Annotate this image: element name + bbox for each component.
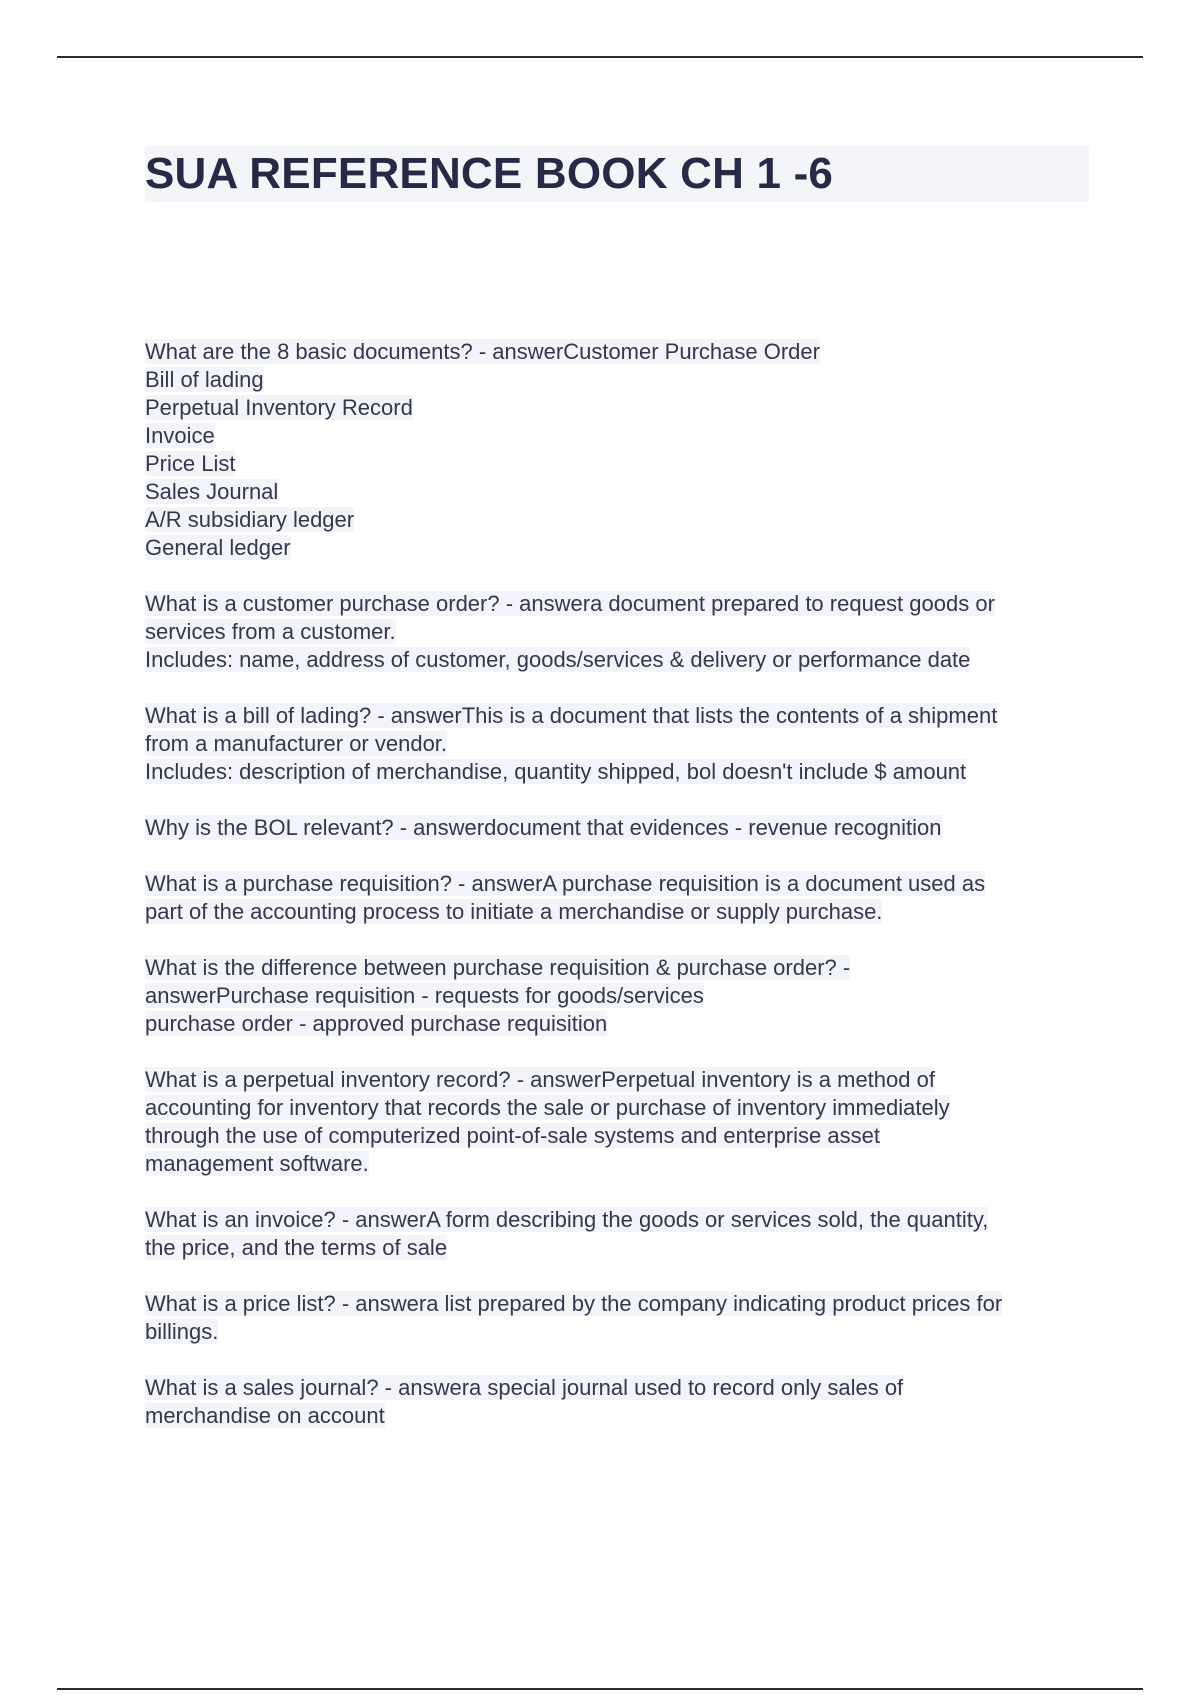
qa-line: What is a purchase requisition? - answerA purchase requisition is a document used as <box>145 871 986 896</box>
qa-line: purchase order - approved purchase requisition <box>145 1011 608 1036</box>
qa-entry <box>145 1374 1105 1430</box>
qa-line: Includes: description of merchandise, quantity shipped, bol doesn't include $ amount <box>145 759 967 784</box>
qa-entry <box>145 338 1105 562</box>
qa-line: answerPurchase requisition - requests for goods/services <box>145 983 704 1008</box>
qa-line: Sales Journal <box>145 479 279 504</box>
qa-line: What is the difference between purchase requisition & purchase order? - <box>145 955 851 980</box>
qa-entry <box>145 1206 1105 1262</box>
qa-list <box>145 338 1105 1458</box>
qa-line: Invoice <box>145 423 215 448</box>
qa-line: Includes: name, address of customer, goods/services & delivery or performance date <box>145 647 971 672</box>
qa-entry <box>145 954 1105 1038</box>
qa-entry <box>145 814 1105 842</box>
qa-line: What is a customer purchase order? - answera document prepared to request goods or <box>145 591 995 616</box>
qa-line: What is an invoice? - answerA form describing the goods or services sold, the quantity, <box>145 1207 989 1232</box>
qa-entry <box>145 1290 1105 1346</box>
qa-line: A/R subsidiary ledger <box>145 507 355 532</box>
qa-line: accounting for inventory that records the sale or purchase of inventory immediately <box>145 1095 950 1120</box>
qa-line: What is a bill of lading? - answerThis is a document that lists the contents of a shipment <box>145 703 998 728</box>
page-title: SUA REFERENCE BOOK CH 1 -6 <box>145 149 834 198</box>
qa-line: Bill of lading <box>145 367 264 392</box>
qa-line: What is a perpetual inventory record? - answerPerpetual inventory is a method of <box>145 1067 935 1092</box>
qa-line: services from a customer. <box>145 619 396 644</box>
qa-line: through the use of computerized point-of-sale systems and enterprise asset <box>145 1123 880 1148</box>
qa-line: Why is the BOL relevant? - answerdocument that evidences - revenue recognition <box>145 815 942 840</box>
qa-line: merchandise on account <box>145 1403 385 1428</box>
bottom-rule <box>57 1688 1143 1690</box>
qa-line: the price, and the terms of sale <box>145 1235 448 1260</box>
qa-line: from a manufacturer or vendor. <box>145 731 448 756</box>
qa-line: management software. <box>145 1151 369 1176</box>
qa-entry <box>145 1066 1105 1178</box>
qa-line: What is a price list? - answera list prepared by the company indicating product prices for <box>145 1291 1003 1316</box>
qa-line: What is a sales journal? - answera special journal used to record only sales of <box>145 1375 904 1400</box>
qa-entry <box>145 870 1105 926</box>
qa-entry <box>145 702 1105 786</box>
qa-line: What are the 8 basic documents? - answerCustomer Purchase Order <box>145 339 820 364</box>
qa-line: billings. <box>145 1319 219 1344</box>
qa-line: Price List <box>145 451 236 476</box>
qa-line: Perpetual Inventory Record <box>145 395 413 420</box>
qa-line: part of the accounting process to initiate a merchandise or supply purchase. <box>145 899 883 924</box>
qa-entry <box>145 590 1105 674</box>
top-rule <box>57 56 1143 58</box>
qa-line: General ledger <box>145 535 291 560</box>
